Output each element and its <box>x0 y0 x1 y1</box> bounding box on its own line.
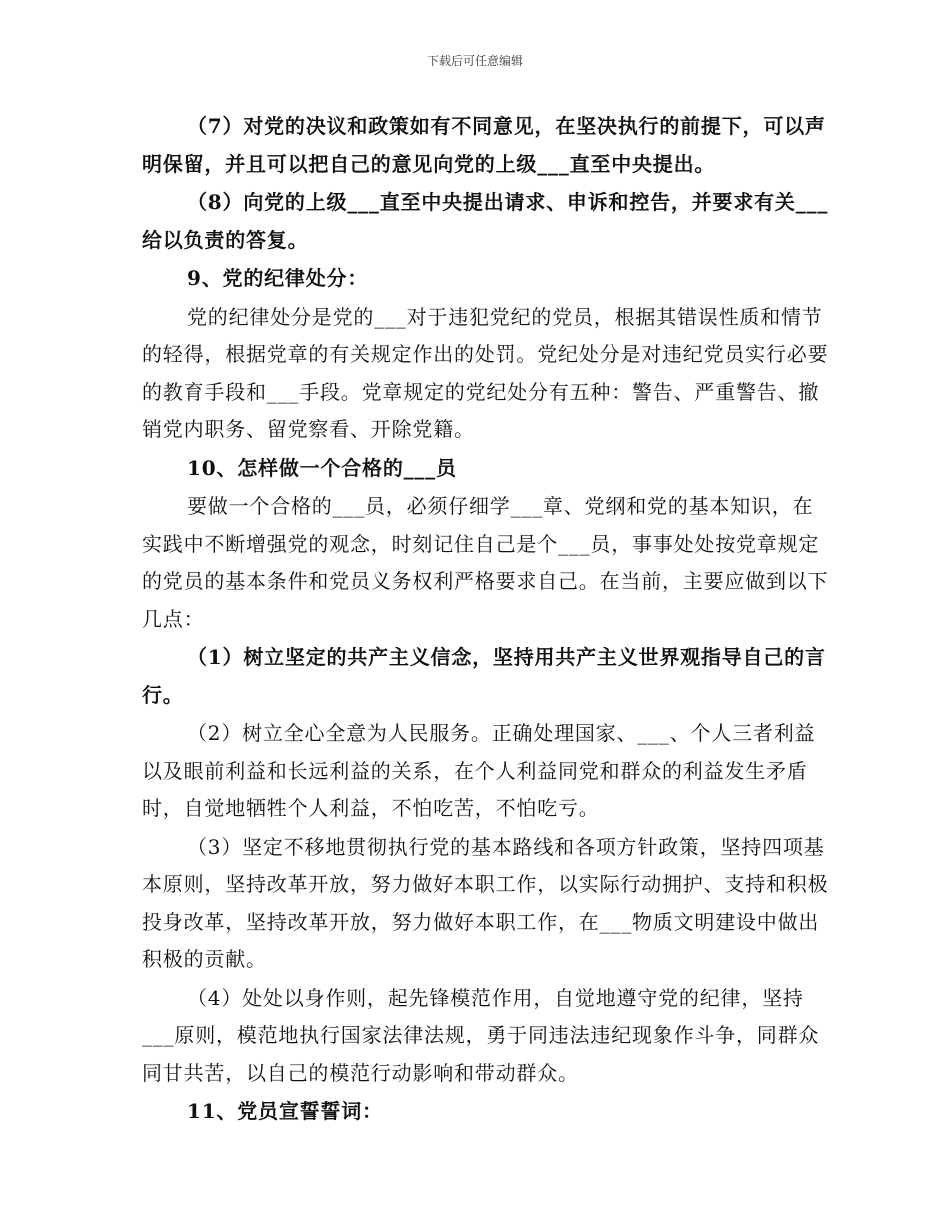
paragraph-item-8: （8）向党的上级___直至中央提出请求、申诉和控告，并要求有关___给以负责的答复。 <box>142 190 829 252</box>
paragraph-point-2: （2）树立全心全意为人民服务。正确处理国家、___、个人三者利益以及眼前利益和长远利益的关系，在个人利益同党和群众的利益发生矛盾时，自觉地牺牲个人利益，不怕吃苦，不怕吃亏。 <box>142 721 816 820</box>
document-body <box>142 108 832 1131</box>
paragraph-discipline: 党的纪律处分是党的___对于违犯党纪的党员，根据其错误性质和情节的轻得，根据党章的有关规定作出的处罚。党纪处分是对违纪党员实行必要的教育手段和___手段。党章规定的党纪处分有五种：警告、严重警告、撤销党内职务、留党察看、开除党籍。 <box>142 304 829 441</box>
paragraph-item-7: （7）对党的决议和政策如有不同意见，在坚决执行的前提下，可以声明保留，并且可以把自己的意见向党的上级___直至中央提出。 <box>142 114 826 176</box>
paragraph-point-4: （4）处处以身作则，起先锋模范作用，自觉地遵守党的纪律，坚持___原则，模范地执行国家法律法规，勇于同违法违纪现象作斗争，同群众同甘共苦，以自己的模范行动影响和带动群众。 <box>142 985 820 1085</box>
paragraph-point-1: （1）树立坚定的共产主义信念，坚持用共产主义世界观指导自己的言行。 <box>142 645 826 707</box>
section-heading-11: 11、党员宣誓誓词： <box>187 1099 383 1123</box>
section-heading-9: 9、党的纪律处分： <box>187 266 369 290</box>
section-heading-10: 10、怎样做一个合格的___员 <box>187 455 457 480</box>
page-header: 下载后可任意编辑 <box>426 54 523 68</box>
paragraph-qualified-member: 要做一个合格的___员，必须仔细学___章、党纲和党的基本知识，在实践中不断增强党的观念，时刻记住自己是个___员，事事处处按党章规定的党员的基本条件和党员义务权利严格要求自己。在当前，主要应做到以下几点： <box>142 494 829 631</box>
paragraph-point-3: （3）坚定不移地贯彻执行党的基本路线和各项方针政策，坚持四项基本原则，坚持改革开放，努力做好本职工作，以实际行动拥护、支持和积极投身改革，坚持改革开放，努力做好本职工作，在___物质文明建设中做出积极的贡献。 <box>142 834 829 971</box>
